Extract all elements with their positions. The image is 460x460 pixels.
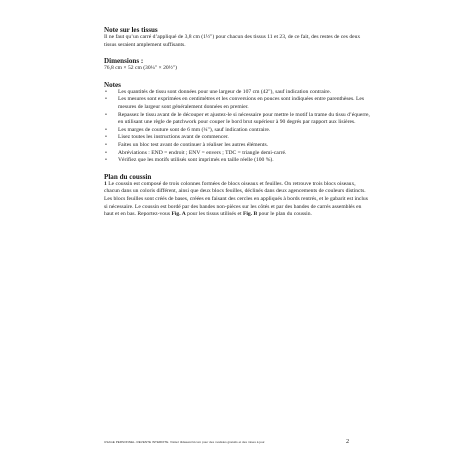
- dimensions-section: [104, 57, 372, 73]
- bullet-icon: •: [105, 88, 107, 95]
- notes-title: Notes: [104, 80, 121, 89]
- notes-list-item: • Abréviations : END = endroit ; ENV = envers ; TDC = triangle demi-carré.: [105, 149, 287, 156]
- plan-title: Plan du coussin: [104, 172, 152, 181]
- bullet-icon: •: [105, 134, 107, 141]
- step-number: 1: [104, 180, 107, 187]
- notes-list-item: • Les marges de couture sont de 6 mm (¼"), sauf indication contraire.: [105, 126, 271, 133]
- notes-section: [104, 81, 372, 165]
- plan-section: [104, 173, 372, 219]
- page-number: 2: [346, 438, 350, 445]
- dimensions-title: Dimensions :: [104, 57, 144, 66]
- figure-a-reference: Fig. A: [171, 211, 186, 218]
- notes-list-item: • Vérifiez que les motifs utilisés sont imprimés en taille réelle (100 %).: [105, 157, 274, 164]
- dimensions-text: 76,8 cm × 52 cm (30¼" × 20½"): [104, 65, 178, 72]
- fabric-note-title: Note sur les tissus: [104, 26, 158, 34]
- plan-text-3: pour le plan du coussin.: [258, 211, 312, 218]
- bullet-icon: •: [105, 96, 107, 103]
- fabric-note-section: [104, 26, 372, 49]
- bullet-icon: •: [105, 141, 107, 148]
- page-footer: USAGE PERSONNEL. REVENTE INTERDITE. Visitez tildasworld.com pour des modèles gratuits et des mises à jour.: [104, 440, 266, 444]
- notes-list-item: • Les mesures sont exprimées en centimètres et les conversions en pouces sont indiquées entre parenthèses. Les mesures de largeur sont généralement données en premier.: [105, 96, 365, 110]
- figure-b-reference: Fig. B: [242, 211, 258, 218]
- page-content: [104, 26, 372, 219]
- bullet-icon: •: [105, 111, 107, 118]
- bullet-icon: •: [105, 157, 107, 164]
- plan-text-2: pour les tissus utilisés et: [187, 211, 242, 218]
- plan-step-1: [104, 181, 372, 219]
- notes-list-item: • Lisez toutes les instructions avant de commencer.: [105, 134, 229, 141]
- notes-list-item: • Repassez le tissu avant de le découper et ajustez-le si nécessaire pour mettre le motif la trame du tissu d’équerre, en utilisant une règle de patchwork pour couper le bord brut supérieur à 90 degrés par rapport aux lisières.: [105, 111, 370, 126]
- plan-text-1: Le coussin est composé de trois colonnes formées de blocs oiseaux et feuilles. On retrouve trois blocs oiseaux, chacun dans un coloris différent, ainsi que deux blocs feuilles, déclinés dans deux agencements de couleurs distincts. Les blocs feuilles sont créés de bases, créées en faisant des cercles en appliqués à bords rentrés, et le gabarit est inclus si nécessaire. Le coussin est bordé par des bandes non-pièces sur les côtés et par des bandes de carrés assemblés en haut et en bas. Reportez-vous: [104, 180, 368, 218]
- bullet-icon: •: [105, 126, 107, 133]
- bullet-icon: •: [105, 149, 107, 156]
- fabric-note-text: Il ne faut qu’un carré d’appliqué de 3,8 cm (1½") pour chacun des tissus 11 et 23, de ce fait, des restes de ces deux tissus seraient amplement suffisants.: [104, 34, 361, 48]
- notes-list-item: • Faites un bloc test avant de continuer à réaliser les autres éléments.: [105, 141, 269, 148]
- notes-list-item: • Les quantités de tissu sont données pour une largeur de 107 cm (42"), sauf indication contraire.: [105, 88, 331, 95]
- notes-list: [104, 89, 372, 165]
